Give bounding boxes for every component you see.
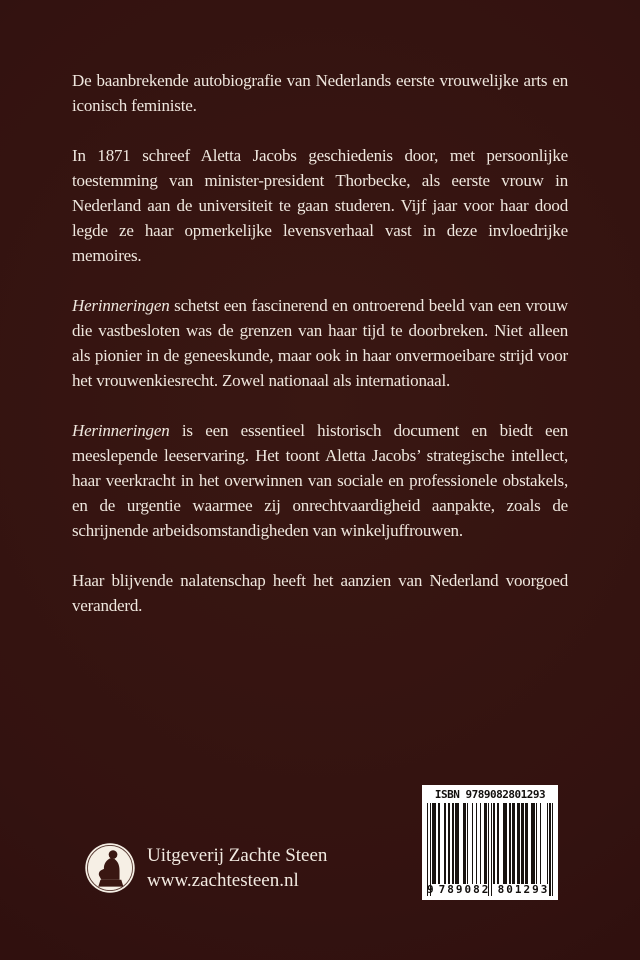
publisher-text bbox=[147, 843, 327, 893]
barcode-digit-group: 789082 bbox=[438, 883, 491, 896]
blurb-paragraph bbox=[72, 143, 568, 268]
blurb bbox=[72, 68, 568, 643]
blurb-paragraph bbox=[72, 68, 568, 118]
publisher-website: www.zachtesteen.nl bbox=[147, 870, 299, 891]
thinker-logo-icon bbox=[84, 842, 136, 894]
publisher-block bbox=[84, 842, 327, 894]
barcode-module bbox=[552, 803, 553, 896]
blurb-paragraph bbox=[72, 568, 568, 618]
isbn-barcode bbox=[422, 785, 558, 900]
blurb-paragraph-text: schetst een fascinerend en ontroerend beeld van een vrouw die vastbesloten was de grenzen van haar tijd te doorbreken. Niet alleen als pionier in de geneeskunde, maar ook in haar onvermoeibare strijd voor het vrouwenkiesrecht. Zowel nationaal als internationaal. bbox=[72, 296, 568, 390]
blurb-paragraph-text: Haar blijvende nalatenschap heeft het aanzien van Nederland voorgoed veranderd. bbox=[72, 571, 568, 615]
blurb-paragraph-text: In 1871 schreef Aletta Jacobs geschiedenis door, met persoonlijke toestemming van minister-president Thorbecke, als eerste vrouw in Nederland aan de universiteit te gaan studeren. Vijf jaar voor haar dood legde ze haar opmerkelijke levensverhaal vast in deze invloedrijke memoires. bbox=[72, 146, 568, 265]
isbn-label: ISBN 9789082801293 bbox=[434, 788, 546, 801]
blurb-paragraph bbox=[72, 293, 568, 393]
book-title-italic: Herinneringen bbox=[72, 421, 170, 440]
barcode-digit-group: 801293 bbox=[497, 883, 550, 896]
book-title-italic: Herinneringen bbox=[72, 296, 170, 315]
publisher-name: Uitgeverij Zachte Steen bbox=[147, 845, 328, 866]
blurb-paragraph-text: is een essentieel historisch document en biedt een meeslepende leeservaring. Het toont Aletta Jacobs’ strategische intellect, haar veerkracht in het overwinnen van sociale en professionele obstakels, en de urgentie waarmee zij onrechtvaardigheid aanpakte, zoals de schrijnende arbeidsomstandigheden van winkeljuffrouwen. bbox=[72, 421, 568, 540]
blurb-paragraph-text: De baanbrekende autobiografie van Nederlands eerste vrouwelijke arts en iconisch feministe. bbox=[72, 71, 568, 115]
blurb-paragraph bbox=[72, 418, 568, 543]
barcode-digit-group: 9 bbox=[427, 883, 434, 896]
barcode-digits bbox=[427, 884, 553, 896]
